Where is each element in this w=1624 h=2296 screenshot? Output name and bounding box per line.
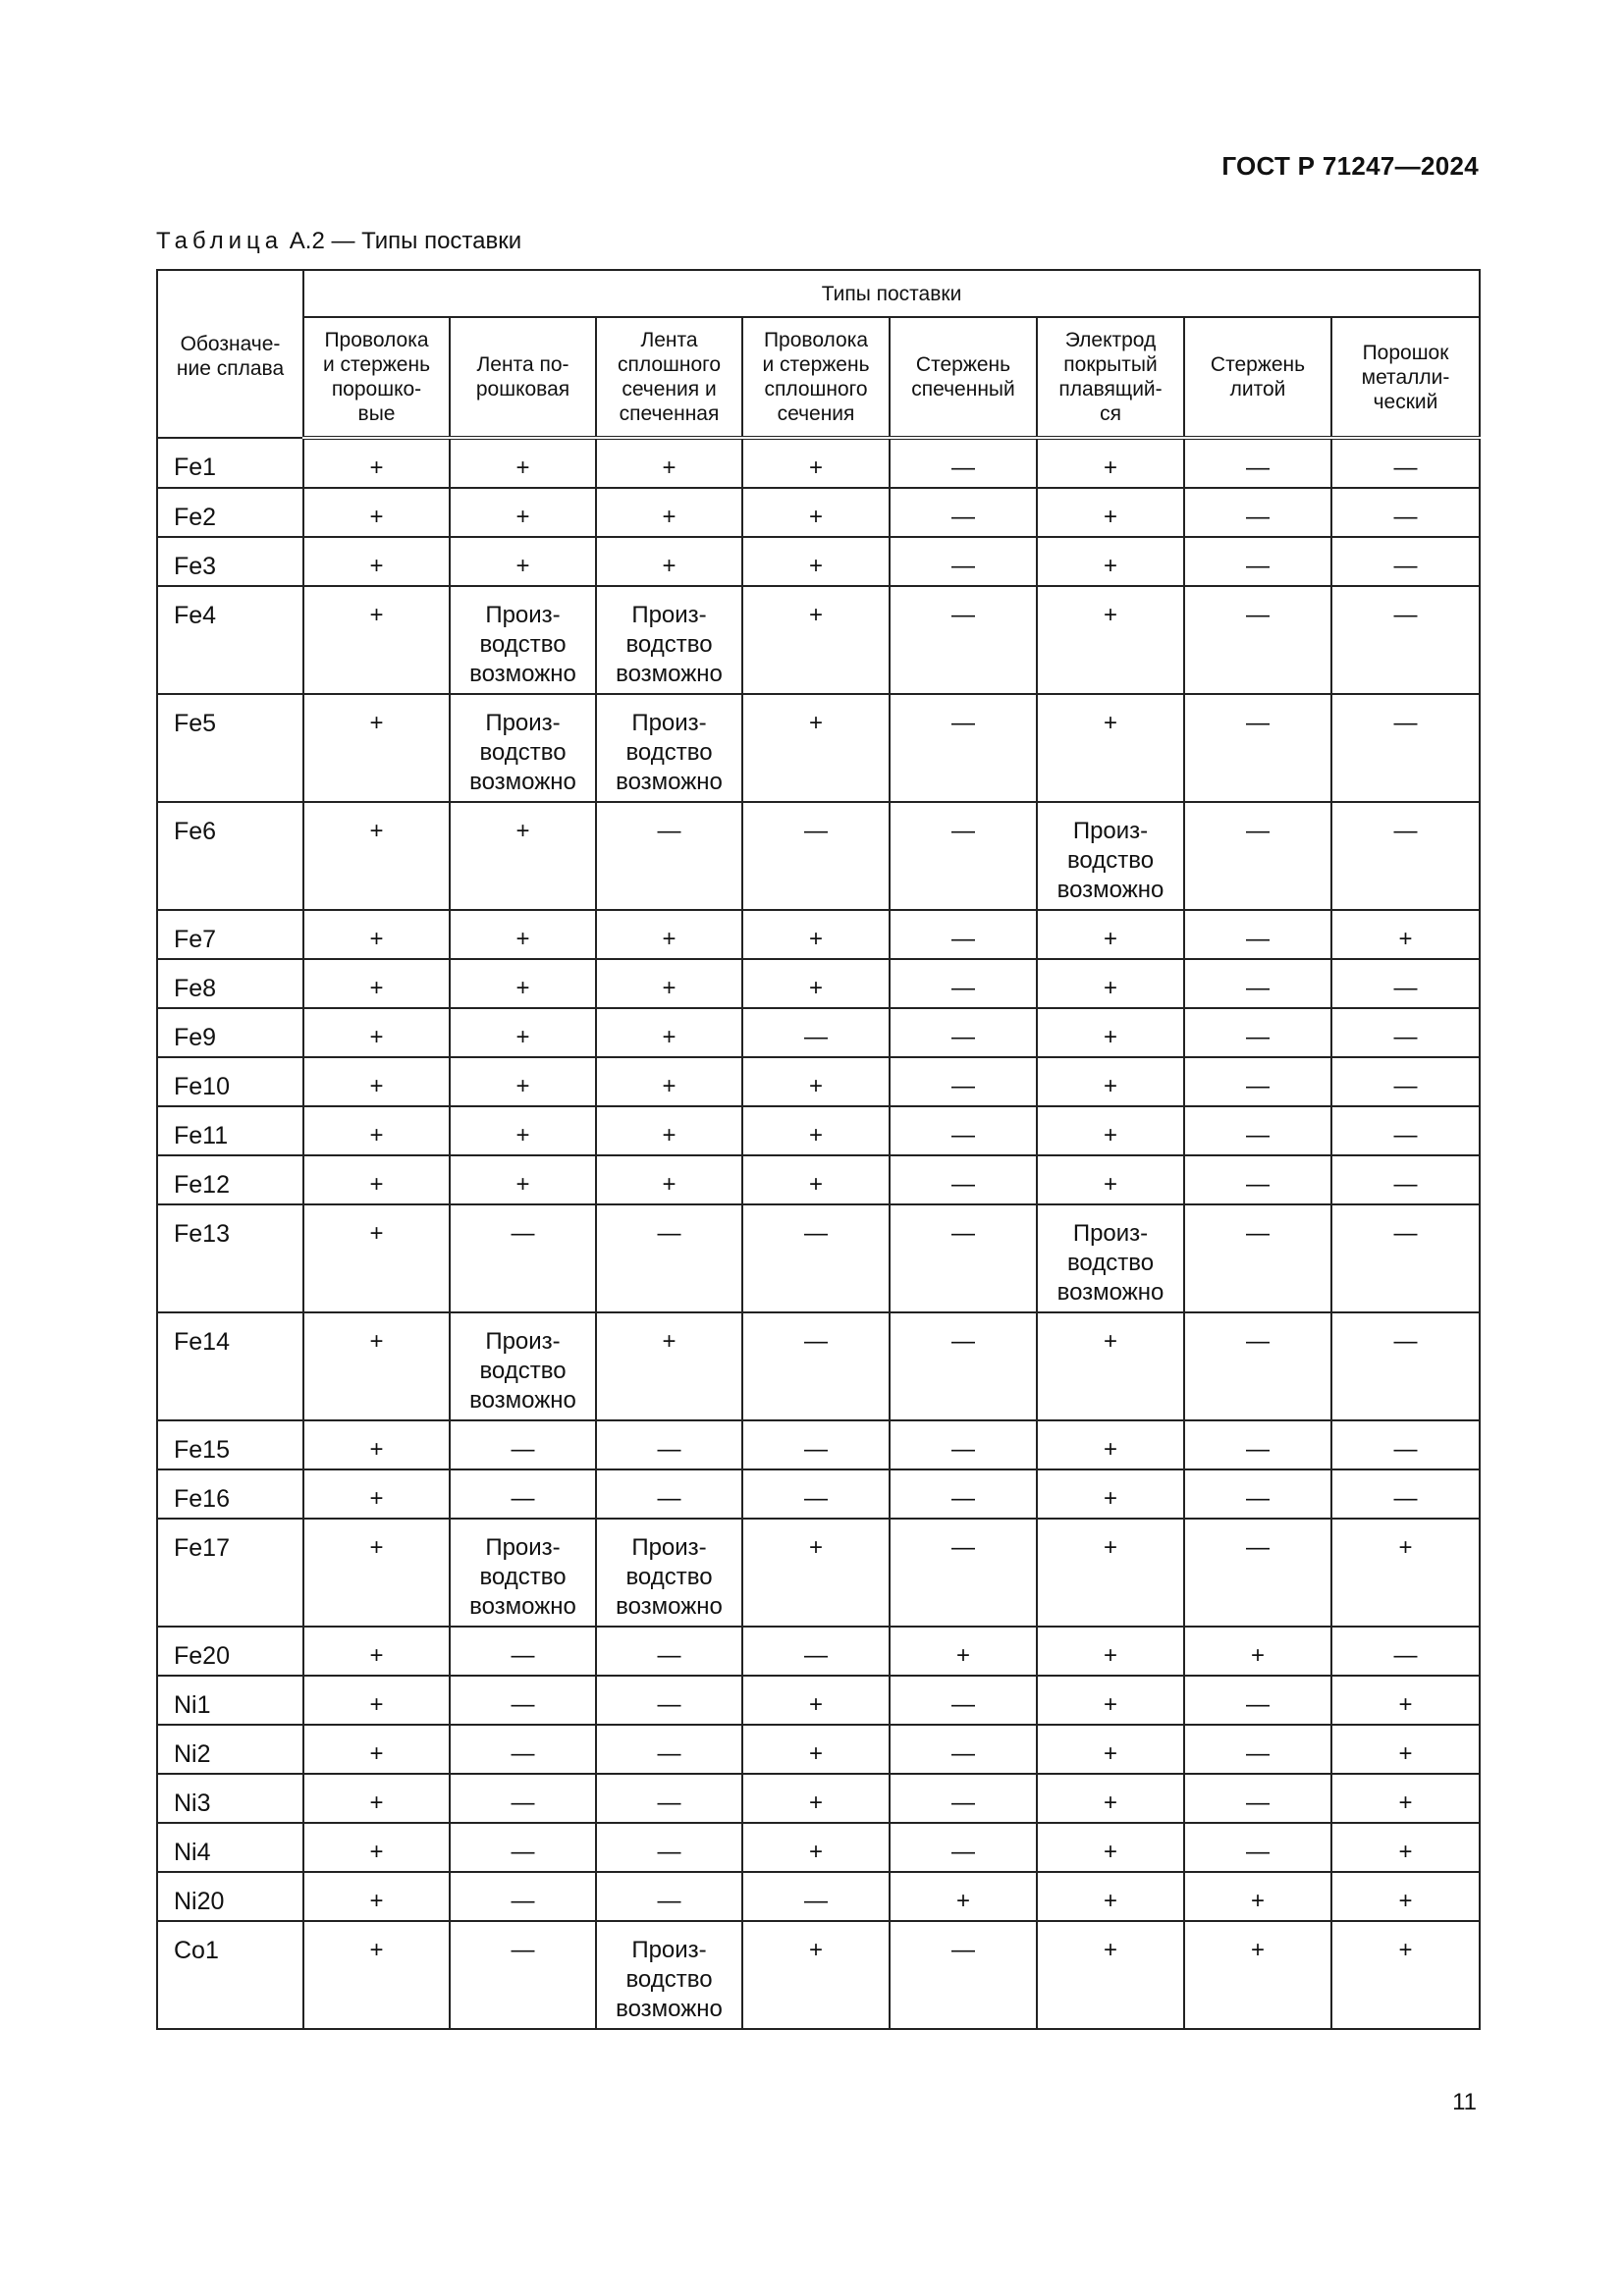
table-caption — [156, 228, 521, 255]
supply-type-cell: + — [303, 438, 450, 488]
supply-type-cell: + — [303, 959, 450, 1008]
supply-type-cell: + — [742, 438, 890, 488]
supply-type-cell: + — [1037, 537, 1184, 586]
supply-type-cell: + — [1331, 1519, 1480, 1627]
supply-type-cell: — — [890, 488, 1037, 537]
supply-type-cell: Произ- водство возможно — [450, 586, 596, 694]
supply-type-cell: — — [1331, 1155, 1480, 1204]
supply-type-cell: + — [1037, 1519, 1184, 1627]
supply-type-cell: — — [1331, 1008, 1480, 1057]
supply-type-cell: + — [303, 1155, 450, 1204]
supply-type-cell: — — [450, 1204, 596, 1312]
alloy-designation-cell: Fe13 — [157, 1204, 303, 1312]
alloy-designation-cell: Ni20 — [157, 1872, 303, 1921]
table-row — [157, 959, 1480, 1008]
table-row — [157, 1921, 1480, 2029]
supply-type-cell: — — [1184, 1676, 1331, 1725]
supply-type-cell: + — [450, 1106, 596, 1155]
supply-type-cell: + — [596, 1057, 742, 1106]
supply-type-cell: — — [890, 959, 1037, 1008]
supply-type-cell: — — [890, 1420, 1037, 1469]
supply-type-cell: + — [742, 1921, 890, 2029]
supply-type-cell: — — [1331, 1057, 1480, 1106]
supply-type-cell: + — [303, 1774, 450, 1823]
supply-type-cell: — — [450, 1627, 596, 1676]
supply-type-cell: Произ- водство возможно — [596, 694, 742, 802]
supply-type-cell: + — [303, 1106, 450, 1155]
supply-type-cell: — — [890, 1823, 1037, 1872]
supply-type-cell: — — [596, 1872, 742, 1921]
supply-type-cell: — — [450, 1823, 596, 1872]
supply-type-cell: Произ- водство возможно — [596, 1519, 742, 1627]
supply-type-cell: — — [1184, 1312, 1331, 1420]
supply-type-cell: + — [1184, 1872, 1331, 1921]
supply-type-cell: — — [1331, 1469, 1480, 1519]
supply-type-cell: — — [1331, 1204, 1480, 1312]
supply-type-cell: + — [596, 959, 742, 1008]
alloy-designation-cell: Fe3 — [157, 537, 303, 586]
supply-type-cell: + — [303, 1823, 450, 1872]
supply-type-cell: + — [742, 586, 890, 694]
supply-type-cell: — — [890, 1057, 1037, 1106]
supply-type-cell: + — [596, 1312, 742, 1420]
supply-type-cell: + — [450, 1008, 596, 1057]
supply-type-cell: — — [450, 1725, 596, 1774]
supply-type-cell: + — [1331, 1676, 1480, 1725]
alloy-designation-cell: Ni2 — [157, 1725, 303, 1774]
supply-type-cell: — — [890, 586, 1037, 694]
alloy-designation-cell: Fe14 — [157, 1312, 303, 1420]
supply-type-cell: + — [1331, 1823, 1480, 1872]
supply-type-cell: — — [1184, 1204, 1331, 1312]
supply-type-cell: — — [890, 694, 1037, 802]
supply-type-header-1: Проволока и стержень порошко- вые — [303, 317, 450, 438]
supply-type-cell: — — [1184, 1057, 1331, 1106]
supply-type-cell: + — [303, 537, 450, 586]
supply-type-cell: + — [303, 1312, 450, 1420]
supply-type-cell: + — [1037, 1155, 1184, 1204]
alloy-designation-cell: Fe1 — [157, 438, 303, 488]
supply-type-cell: + — [450, 537, 596, 586]
supply-type-cell: + — [596, 1106, 742, 1155]
supply-type-cell: — — [596, 1774, 742, 1823]
supply-type-cell: — — [1184, 438, 1331, 488]
supply-type-cell: — — [1331, 959, 1480, 1008]
supply-type-cell: + — [596, 438, 742, 488]
supply-type-cell: — — [596, 1420, 742, 1469]
supply-type-header-7: Стержень литой — [1184, 317, 1331, 438]
table-row — [157, 488, 1480, 537]
page-number: 11 — [1452, 2089, 1477, 2115]
supply-type-cell: + — [303, 694, 450, 802]
supply-type-cell: — — [890, 1008, 1037, 1057]
supply-type-cell: + — [1037, 586, 1184, 694]
supply-type-cell: + — [742, 910, 890, 959]
supply-type-cell: — — [596, 802, 742, 910]
supply-type-cell: + — [742, 959, 890, 1008]
supply-type-cell: — — [1184, 802, 1331, 910]
supply-type-header-8: Порошок металли- ческий — [1331, 317, 1480, 438]
supply-type-cell: — — [1331, 488, 1480, 537]
supply-type-cell: — — [890, 1312, 1037, 1420]
alloy-designation-cell: Fe16 — [157, 1469, 303, 1519]
supply-type-cell: + — [303, 1420, 450, 1469]
supply-type-cell: + — [1037, 1872, 1184, 1921]
supply-type-cell: + — [742, 1676, 890, 1725]
supply-type-cell: — — [1184, 1725, 1331, 1774]
supply-type-cell: + — [1037, 1106, 1184, 1155]
supply-type-cell: — — [890, 537, 1037, 586]
alloy-designation-cell: Fe11 — [157, 1106, 303, 1155]
supply-type-cell: + — [1037, 1057, 1184, 1106]
supply-type-cell: — — [1331, 694, 1480, 802]
table-row — [157, 1420, 1480, 1469]
supply-type-cell: + — [303, 488, 450, 537]
supply-type-cell: — — [1184, 1774, 1331, 1823]
supply-type-cell: + — [303, 1921, 450, 2029]
supply-type-cell: — — [450, 1676, 596, 1725]
supply-type-cell: + — [450, 910, 596, 959]
supply-type-cell: + — [742, 1106, 890, 1155]
alloy-designation-header-text: Обозначе- ние сплава — [176, 333, 285, 380]
supply-type-cell: — — [890, 910, 1037, 959]
supply-type-cell: — — [742, 802, 890, 910]
supply-type-cell: + — [450, 1155, 596, 1204]
supply-type-cell: + — [1037, 1676, 1184, 1725]
supply-type-cell: + — [303, 1008, 450, 1057]
supply-type-cell: — — [596, 1204, 742, 1312]
supply-type-cell: — — [890, 802, 1037, 910]
supply-type-cell: — — [1184, 959, 1331, 1008]
supply-type-cell: — — [1331, 1312, 1480, 1420]
supply-type-cell: — — [596, 1823, 742, 1872]
table-row — [157, 1676, 1480, 1725]
supply-type-cell: + — [1331, 1921, 1480, 2029]
standard-designation: ГОСТ Р 71247—2024 — [1221, 151, 1479, 181]
supply-type-cell: + — [742, 1725, 890, 1774]
supply-type-cell: + — [303, 1872, 450, 1921]
supply-type-cell: + — [1331, 910, 1480, 959]
supply-type-cell: — — [1331, 586, 1480, 694]
table-row — [157, 1057, 1480, 1106]
supply-type-cell: — — [1184, 910, 1331, 959]
supply-type-cell: + — [303, 1469, 450, 1519]
supply-type-cell: — — [742, 1627, 890, 1676]
supply-type-cell: + — [450, 802, 596, 910]
alloy-designation-cell: Fe10 — [157, 1057, 303, 1106]
alloy-designation-cell: Co1 — [157, 1921, 303, 2029]
table-body — [157, 438, 1480, 2029]
supply-type-cell: — — [1184, 1008, 1331, 1057]
supply-type-header-3: Лента сплошного сечения и спеченная — [596, 317, 742, 438]
supply-type-cell: — — [890, 1155, 1037, 1204]
supply-type-cell: + — [450, 438, 596, 488]
supply-type-cell: — — [890, 438, 1037, 488]
supply-type-cell: — — [890, 1921, 1037, 2029]
supply-type-cell: — — [1331, 537, 1480, 586]
supply-type-cell: + — [303, 586, 450, 694]
table-row — [157, 438, 1480, 488]
supply-type-cell: — — [890, 1676, 1037, 1725]
supply-type-cell: — — [742, 1008, 890, 1057]
supply-type-cell: — — [742, 1872, 890, 1921]
supply-type-header-5: Стержень спеченный — [890, 317, 1037, 438]
supply-type-cell: + — [1037, 1823, 1184, 1872]
supply-type-cell: + — [596, 1155, 742, 1204]
table-caption-prefix: Таблица — [156, 228, 284, 254]
supply-type-cell: + — [303, 1204, 450, 1312]
supply-type-cell: — — [742, 1204, 890, 1312]
table-row — [157, 537, 1480, 586]
supply-type-cell: + — [303, 1627, 450, 1676]
supply-type-cell: Произ- водство возможно — [1037, 802, 1184, 910]
supply-type-cell: — — [1331, 1627, 1480, 1676]
alloy-designation-cell: Ni1 — [157, 1676, 303, 1725]
supply-type-cell: — — [1184, 1420, 1331, 1469]
supply-type-cell: + — [1037, 1469, 1184, 1519]
alloy-designation-cell: Fe9 — [157, 1008, 303, 1057]
supply-type-cell: — — [596, 1676, 742, 1725]
table-caption-text: А.2 — Типы поставки — [289, 228, 522, 254]
alloy-designation-cell: Ni3 — [157, 1774, 303, 1823]
supply-type-cell: + — [1037, 959, 1184, 1008]
supply-type-cell: + — [596, 1008, 742, 1057]
supply-type-cell: + — [1331, 1725, 1480, 1774]
supply-type-cell: — — [596, 1627, 742, 1676]
supply-type-cell: — — [890, 1106, 1037, 1155]
supply-type-cell: — — [1184, 1823, 1331, 1872]
supply-type-columns-row — [157, 317, 1480, 438]
table-row — [157, 1725, 1480, 1774]
table-row — [157, 1204, 1480, 1312]
supply-type-cell: + — [1037, 1921, 1184, 2029]
alloy-designation-cell: Fe20 — [157, 1627, 303, 1676]
table-row — [157, 802, 1480, 910]
table-row — [157, 1106, 1480, 1155]
table-row — [157, 1469, 1480, 1519]
supply-type-cell: — — [1184, 537, 1331, 586]
supply-type-cell: Произ- водство возможно — [450, 1312, 596, 1420]
supply-type-cell: + — [742, 1155, 890, 1204]
supply-type-cell: + — [1331, 1872, 1480, 1921]
supply-type-cell: — — [890, 1774, 1037, 1823]
supply-type-cell: — — [450, 1469, 596, 1519]
supply-type-cell: + — [596, 537, 742, 586]
supply-type-cell: + — [450, 1057, 596, 1106]
alloy-designation-cell: Fe12 — [157, 1155, 303, 1204]
supply-type-cell: + — [596, 910, 742, 959]
alloy-designation-cell: Fe2 — [157, 488, 303, 537]
supply-type-cell: + — [303, 1725, 450, 1774]
table-row — [157, 1519, 1480, 1627]
supply-types-table — [156, 269, 1481, 2030]
supply-type-cell: — — [450, 1420, 596, 1469]
table-row — [157, 1008, 1480, 1057]
supply-type-cell: — — [596, 1725, 742, 1774]
supply-type-cell: — — [1184, 1469, 1331, 1519]
alloy-designation-cell: Fe5 — [157, 694, 303, 802]
supply-type-cell: + — [1184, 1627, 1331, 1676]
supply-type-cell: — — [1184, 586, 1331, 694]
alloy-designation-cell: Fe7 — [157, 910, 303, 959]
supply-type-cell: + — [1037, 1312, 1184, 1420]
supply-type-cell: + — [890, 1627, 1037, 1676]
supply-type-cell: + — [303, 802, 450, 910]
alloy-designation-cell: Fe15 — [157, 1420, 303, 1469]
supply-type-cell: + — [1037, 1420, 1184, 1469]
supply-type-cell: + — [450, 959, 596, 1008]
alloy-designation-cell: Fe17 — [157, 1519, 303, 1627]
supply-type-cell: + — [303, 1519, 450, 1627]
supply-type-cell: Произ- водство возможно — [450, 1519, 596, 1627]
supply-type-header-6: Электрод покрытый плавящий- ся — [1037, 317, 1184, 438]
supply-type-cell: Произ- водство возможно — [450, 694, 596, 802]
alloy-designation-cell: Fe6 — [157, 802, 303, 910]
supply-type-cell: + — [742, 488, 890, 537]
table-header — [157, 270, 1480, 438]
supply-type-cell: — — [742, 1420, 890, 1469]
supply-type-cell: — — [596, 1469, 742, 1519]
supply-type-cell: — — [1184, 488, 1331, 537]
table-row — [157, 1627, 1480, 1676]
supply-type-cell: — — [890, 1204, 1037, 1312]
table-row — [157, 586, 1480, 694]
alloy-designation-cell: Fe8 — [157, 959, 303, 1008]
supply-type-cell: — — [450, 1872, 596, 1921]
table-row — [157, 1774, 1480, 1823]
supply-type-cell: + — [890, 1872, 1037, 1921]
alloy-designation-cell: Ni4 — [157, 1823, 303, 1872]
supply-type-cell: + — [1037, 1725, 1184, 1774]
supply-type-cell: — — [1184, 694, 1331, 802]
supply-type-cell: + — [1037, 1008, 1184, 1057]
supply-type-cell: + — [1037, 1627, 1184, 1676]
table-row — [157, 1312, 1480, 1420]
supply-type-cell: + — [742, 1774, 890, 1823]
supply-type-cell: + — [1331, 1774, 1480, 1823]
table-row — [157, 1155, 1480, 1204]
supply-type-cell: + — [1184, 1921, 1331, 2029]
supply-type-cell: Произ- водство возможно — [596, 1921, 742, 2029]
table-row — [157, 1823, 1480, 1872]
supply-type-cell: + — [742, 537, 890, 586]
supply-type-cell: + — [1037, 1774, 1184, 1823]
supply-type-cell: — — [1184, 1155, 1331, 1204]
supply-type-cell: — — [742, 1312, 890, 1420]
supply-type-cell: + — [742, 1519, 890, 1627]
supply-type-cell: — — [1331, 1420, 1480, 1469]
supply-type-cell: + — [742, 1823, 890, 1872]
supply-type-cell: Произ- водство возможно — [1037, 1204, 1184, 1312]
supply-type-cell: — — [890, 1469, 1037, 1519]
alloy-designation-header — [157, 270, 303, 438]
supply-type-cell: — — [1184, 1519, 1331, 1627]
supply-types-group-header: Типы поставки — [303, 270, 1480, 317]
supply-type-cell: + — [596, 488, 742, 537]
table-row — [157, 1872, 1480, 1921]
supply-type-cell: — — [890, 1725, 1037, 1774]
supply-type-header-2: Лента по- рошковая — [450, 317, 596, 438]
supply-type-cell: — — [450, 1774, 596, 1823]
supply-type-cell: — — [450, 1921, 596, 2029]
supply-type-cell: — — [742, 1469, 890, 1519]
supply-type-cell: + — [1037, 694, 1184, 802]
supply-type-cell: + — [742, 1057, 890, 1106]
supply-type-cell: + — [1037, 488, 1184, 537]
supply-type-cell: — — [1184, 1106, 1331, 1155]
table-row — [157, 694, 1480, 802]
supply-type-cell: — — [1331, 438, 1480, 488]
supply-type-cell: + — [303, 1057, 450, 1106]
supply-type-cell: — — [1331, 802, 1480, 910]
supply-type-cell: — — [890, 1519, 1037, 1627]
supply-type-cell: + — [742, 694, 890, 802]
alloy-designation-cell: Fe4 — [157, 586, 303, 694]
supply-type-cell: + — [450, 488, 596, 537]
supply-type-cell: Произ- водство возможно — [596, 586, 742, 694]
table-row — [157, 910, 1480, 959]
supply-type-cell: — — [1331, 1106, 1480, 1155]
supply-type-header-4: Проволока и стержень сплошного сечения — [742, 317, 890, 438]
supply-type-cell: + — [1037, 910, 1184, 959]
supply-type-cell: + — [1037, 438, 1184, 488]
supply-type-cell: + — [303, 1676, 450, 1725]
supply-type-cell: + — [303, 910, 450, 959]
